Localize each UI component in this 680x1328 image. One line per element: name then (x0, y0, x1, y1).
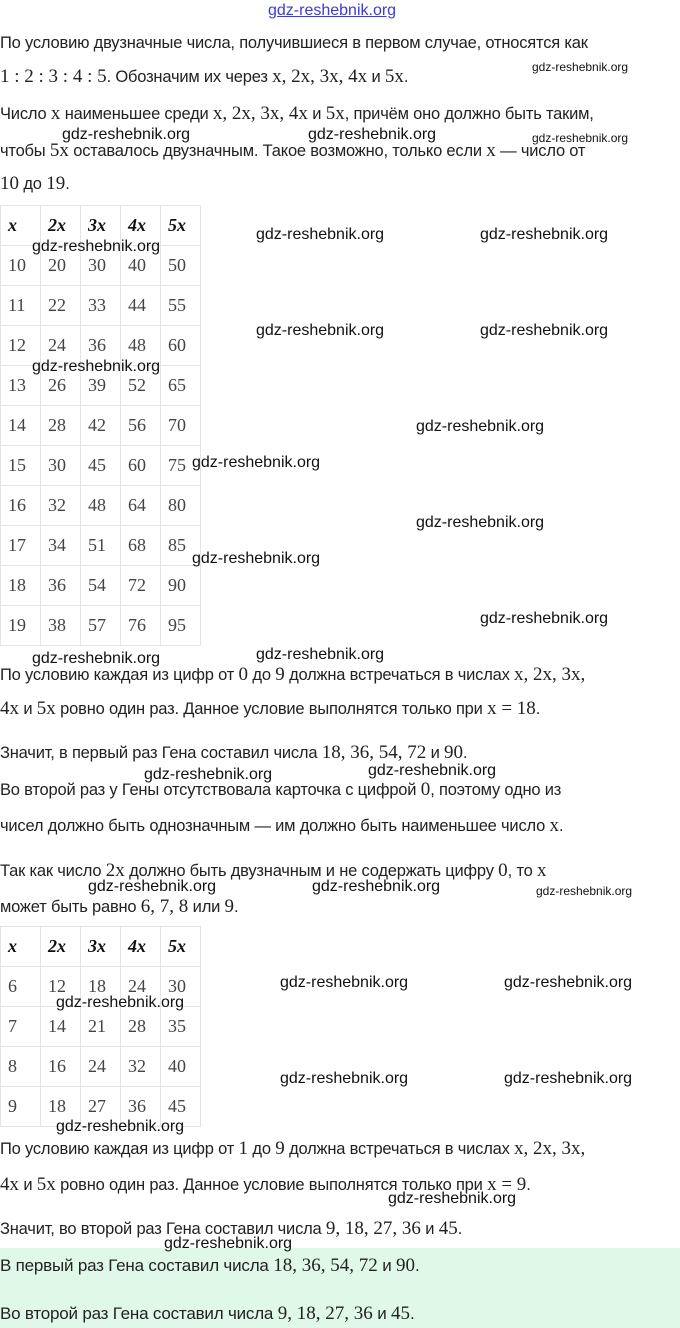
table-cell: 48 (81, 486, 121, 526)
text-segment: ровно один раз. Данное условие выполнятся только при (55, 1176, 488, 1194)
answer-box (0, 1248, 680, 1328)
table-cell: 39 (81, 366, 121, 406)
table-cell: 20 (41, 246, 81, 286)
math-expression: x, 2x, 3x, 4x (272, 66, 368, 87)
table-cell: 50 (161, 246, 201, 286)
text-segment: Число (0, 105, 51, 123)
table-cell: 27 (81, 1087, 121, 1127)
watermark: gdz-reshebnik.org (56, 994, 185, 1011)
text-segment: оставалось двузначным. Такое возможно, только если (68, 142, 487, 160)
table-cell: 85 (161, 526, 201, 566)
text-segment: до (248, 1140, 276, 1158)
table-cell: 76 (121, 606, 161, 646)
values-table-second (0, 926, 201, 1127)
answer-line (0, 1303, 415, 1325)
text-segment: . (558, 817, 564, 835)
math-expression: 9 (275, 1138, 285, 1159)
math-expression: x = 9 (487, 1174, 527, 1195)
text-line (0, 698, 540, 720)
column-header: 4x (121, 927, 161, 967)
watermark: gdz-reshebnik.org (62, 126, 191, 143)
text-segment: и (377, 1256, 397, 1275)
watermark: gdz-reshebnik.org (532, 60, 629, 74)
text-segment: . (463, 744, 468, 762)
watermark: gdz-reshebnik.org (280, 1070, 409, 1087)
text-segment: . (457, 1220, 463, 1238)
math-expression: 19 (46, 173, 66, 194)
table-cell: 45 (81, 446, 121, 486)
text-segment: ровно один раз. Данное условие выполнятся только при (55, 700, 488, 718)
watermark: gdz-reshebnik.org (192, 550, 321, 567)
table-cell: 12 (1, 326, 41, 366)
table-cell: 32 (121, 1047, 161, 1087)
table-cell: 80 (161, 486, 201, 526)
text-line (0, 34, 588, 53)
table-row (1, 406, 201, 446)
table-row (1, 486, 201, 526)
table-cell: 60 (121, 446, 161, 486)
table-cell: 8 (1, 1047, 41, 1087)
text-segment: . (65, 175, 70, 193)
text-segment: и (19, 1176, 37, 1194)
table-row (1, 606, 201, 646)
table-cell: 18 (81, 967, 121, 1007)
table-cell: 18 (41, 1087, 81, 1127)
watermark: gdz-reshebnik.org (416, 514, 545, 531)
math-expression: 5x (384, 66, 404, 87)
table-cell: 44 (121, 286, 161, 326)
watermark: gdz-reshebnik.org (416, 418, 545, 435)
table-cell: 28 (41, 406, 81, 446)
table-cell: 42 (81, 406, 121, 446)
math-expression: 45 (438, 1218, 458, 1239)
text-segment: По условию каждая из цифр от (0, 666, 239, 684)
table-cell: 35 (161, 1007, 201, 1047)
text-segment: и (307, 105, 326, 123)
text-segment: По условию каждая из цифр от (0, 1140, 239, 1158)
watermark: gdz-reshebnik.org (536, 884, 633, 898)
math-expression: 9 (224, 896, 235, 917)
math-expression: 6, 7, 8 (140, 896, 189, 917)
math-expression: 18, 36, 54, 72 (321, 742, 427, 763)
table-cell: 54 (81, 566, 121, 606)
table-cell: 36 (81, 326, 121, 366)
text-segment: , поэтому одно из (430, 781, 562, 799)
text-segment: Значит, в первый раз Гена составил числа (0, 744, 322, 762)
math-expression: 0 (420, 779, 431, 800)
watermark: gdz-reshebnik.org (480, 610, 609, 627)
table-cell: 7 (1, 1007, 41, 1047)
table-row (1, 1047, 201, 1087)
text-segment: Во второй раз у Гены отсутствовала карточка с цифрой (0, 781, 421, 799)
math-expression: 10 (0, 173, 19, 194)
table-cell: 24 (121, 967, 161, 1007)
text-line (0, 860, 546, 882)
table-cell: 60 (161, 326, 201, 366)
math-expression: 0 (498, 860, 508, 881)
column-header: 2x (41, 927, 81, 967)
text-segment: Во второй раз Гена составил числа (0, 1304, 278, 1323)
math-expression: 4x (0, 698, 19, 719)
text-segment: . (535, 700, 541, 718)
text-line (0, 1138, 585, 1160)
text-segment: должно быть двузначным и не содержать цифру (124, 862, 499, 880)
math-expression: x (536, 860, 547, 881)
table-cell: 95 (161, 606, 201, 646)
text-segment: или (188, 898, 225, 916)
table-cell: 26 (41, 366, 81, 406)
table-cell: 24 (81, 1047, 121, 1087)
table-cell: 64 (121, 486, 161, 526)
text-segment: . (415, 1256, 420, 1275)
math-expression: 5x (36, 1174, 56, 1195)
table-cell: 16 (41, 1047, 81, 1087)
watermark: gdz-reshebnik.org (32, 238, 161, 255)
table-cell: 12 (41, 967, 81, 1007)
table-cell: 34 (41, 526, 81, 566)
column-header: x (1, 206, 41, 246)
text-segment: . Обозначим их через (106, 68, 273, 86)
math-expression: 5x (325, 103, 345, 124)
text-segment: наименьшее среди (60, 105, 213, 123)
table-cell: 51 (81, 526, 121, 566)
math-expression: 5x (49, 140, 69, 161)
text-segment: должна встречаться в числах (284, 666, 515, 684)
column-header: 4x (121, 206, 161, 246)
table-cell: 55 (161, 286, 201, 326)
text-segment: — число от (495, 142, 586, 160)
text-segment: до (19, 175, 47, 193)
text-segment: до (248, 666, 276, 684)
math-expression: x (549, 815, 559, 836)
table-row (1, 1007, 201, 1047)
table-cell: 68 (121, 526, 161, 566)
watermark: gdz-reshebnik.org (256, 322, 385, 339)
table-cell: 90 (161, 566, 201, 606)
text-segment: и (367, 68, 385, 86)
text-line (0, 173, 70, 195)
table-cell: 65 (161, 366, 201, 406)
watermark: gdz-reshebnik.org (308, 126, 437, 143)
watermark: gdz-reshebnik.org (312, 878, 441, 895)
text-segment: и (372, 1304, 392, 1323)
table-cell: 6 (1, 967, 41, 1007)
watermark: gdz-reshebnik.org (480, 226, 609, 243)
math-expression: 9 (275, 664, 285, 685)
table-cell: 32 (41, 486, 81, 526)
math-expression: x, 2x, 3x, 4x (212, 103, 308, 124)
text-line (0, 896, 238, 918)
math-expression: 90 (396, 1255, 416, 1276)
watermark: gdz-reshebnik.org (32, 358, 161, 375)
table-cell: 15 (1, 446, 41, 486)
table-cell: 13 (1, 366, 41, 406)
text-line (0, 779, 561, 801)
math-expression: x, 2x, 3x, (514, 664, 586, 685)
text-segment: и (426, 744, 445, 762)
table-cell: 19 (1, 606, 41, 646)
column-header: 2x (41, 206, 81, 246)
table-cell: 56 (121, 406, 161, 446)
table-cell: 33 (81, 286, 121, 326)
table-cell: 11 (1, 286, 41, 326)
answer-line (0, 1255, 420, 1277)
text-segment: и (420, 1220, 439, 1238)
column-header: 5x (161, 206, 201, 246)
text-segment: Так как число (0, 862, 106, 880)
text-line (0, 742, 467, 764)
text-segment: В первый раз Гена составил числа (0, 1256, 274, 1275)
table-cell: 48 (121, 326, 161, 366)
math-expression: 45 (391, 1303, 411, 1324)
values-table-first (0, 205, 201, 646)
table-cell: 24 (41, 326, 81, 366)
math-expression: 1 : 2 : 3 : 4 : 5 (0, 66, 107, 87)
table-cell: 57 (81, 606, 121, 646)
table-cell: 28 (121, 1007, 161, 1047)
text-segment: Значит, во второй раз Гена составил числа (0, 1220, 326, 1238)
watermark: gdz-reshebnik.org (388, 1190, 517, 1207)
math-expression: 18, 36, 54, 72 (273, 1255, 378, 1276)
text-segment: . (403, 68, 409, 86)
math-expression: 1 (238, 1138, 249, 1159)
table-cell: 36 (121, 1087, 161, 1127)
column-header: x (1, 927, 41, 967)
math-expression: 0 (238, 664, 249, 685)
table-cell: 30 (41, 446, 81, 486)
watermark: gdz-reshebnik.org (88, 878, 217, 895)
text-segment: может быть равно (0, 898, 141, 916)
table-cell: 30 (161, 967, 201, 1007)
math-expression: 2x (105, 860, 125, 881)
text-segment: должна встречаться в числах (284, 1140, 515, 1158)
watermark: gdz-reshebnik.org (280, 974, 409, 991)
watermark: gdz-reshebnik.org (192, 454, 321, 471)
text-segment: , то (507, 862, 537, 880)
table-cell: 75 (161, 446, 201, 486)
text-line (0, 103, 594, 125)
text-line (0, 66, 408, 88)
watermark-link[interactable]: gdz-reshebnik.org (268, 2, 397, 19)
watermark: gdz-reshebnik.org (144, 766, 273, 783)
column-header: 3x (81, 927, 121, 967)
text-segment: По условию двузначные числа, получившиеся в первом случае, относятся как (0, 34, 588, 52)
watermark: gdz-reshebnik.org (256, 226, 385, 243)
table-cell: 30 (81, 246, 121, 286)
table-cell: 16 (1, 486, 41, 526)
table-cell: 14 (41, 1007, 81, 1047)
text-segment: . (234, 898, 239, 916)
column-header: 5x (161, 927, 201, 967)
table-cell: 10 (1, 246, 41, 286)
math-expression: 5x (36, 698, 56, 719)
watermark: gdz-reshebnik.org (164, 1235, 293, 1252)
text-segment: . (410, 1304, 415, 1323)
table-cell: 9 (1, 1087, 41, 1127)
table-row (1, 446, 201, 486)
table-cell: 36 (41, 566, 81, 606)
watermark: gdz-reshebnik.org (504, 974, 633, 991)
table-cell: 40 (161, 1047, 201, 1087)
table-header-row (1, 927, 201, 967)
watermark: gdz-reshebnik.org (504, 1070, 633, 1087)
table-cell: 17 (1, 526, 41, 566)
table-cell: 14 (1, 406, 41, 446)
math-expression: x = 18 (487, 698, 536, 719)
watermark: gdz-reshebnik.org (368, 762, 497, 779)
table-cell: 52 (121, 366, 161, 406)
text-segment: . (526, 1176, 531, 1194)
table-cell: 22 (41, 286, 81, 326)
math-expression: 4x (0, 1174, 19, 1195)
table-cell: 40 (121, 246, 161, 286)
table-cell: 45 (161, 1087, 201, 1127)
table-cell: 38 (41, 606, 81, 646)
math-expression: 90 (444, 742, 464, 763)
math-expression: 9, 18, 27, 36 (277, 1303, 373, 1324)
watermark: gdz-reshebnik.org (480, 322, 609, 339)
table-cell: 70 (161, 406, 201, 446)
table-cell: 72 (121, 566, 161, 606)
math-expression: 9, 18, 27, 36 (325, 1218, 421, 1239)
watermark: gdz-reshebnik.org (32, 650, 161, 667)
math-expression: x (50, 103, 61, 124)
table-row (1, 286, 201, 326)
table-row (1, 566, 201, 606)
table-row (1, 526, 201, 566)
watermark: gdz-reshebnik.org (532, 131, 629, 145)
table-cell: 18 (1, 566, 41, 606)
math-expression: x (486, 140, 496, 161)
watermark: gdz-reshebnik.org (256, 646, 385, 663)
watermark: gdz-reshebnik.org (56, 1118, 185, 1135)
math-expression: x, 2x, 3x, (514, 1138, 586, 1159)
text-segment: и (19, 700, 37, 718)
text-segment: чтобы (0, 142, 50, 160)
column-header: 3x (81, 206, 121, 246)
text-line (0, 815, 563, 837)
text-segment: , причём оно должно быть таким, (344, 105, 594, 123)
text-segment: чисел должно быть однозначным — им должно быть наименьшее число (0, 817, 550, 835)
table-cell: 21 (81, 1007, 121, 1047)
